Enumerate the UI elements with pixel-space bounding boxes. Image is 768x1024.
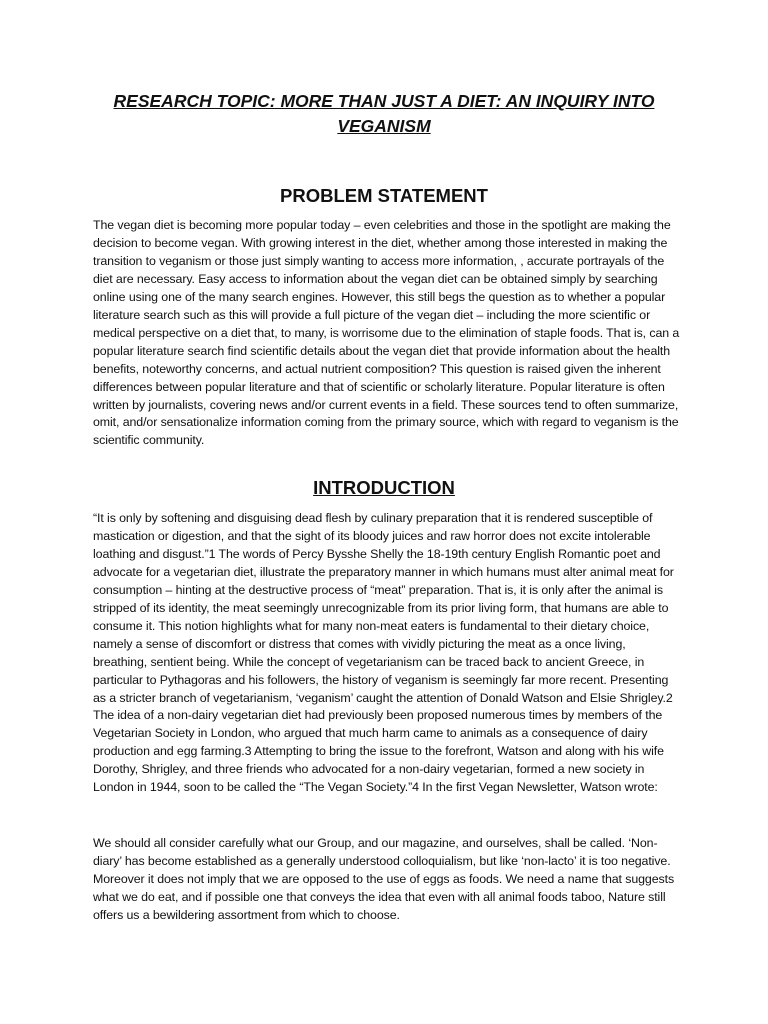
introduction-paragraph: “It is only by softening and disguising dead flesh by culinary preparation that it is rendered susceptible of mastication or digestion, and that the sight of its bloody juices and raw horror does not excite intolerable loathing and disgust.”1 The words of Percy Bysshe Shelly the 18-19th century English Romantic poet and advocate for a vegetarian diet, illustrate the preparatory manner in which humans must alter animal meat for consumption – hinting at the destructive process of “meat” preparation. That is, it is only after the animal is stripped of its identity, the meat seemingly unrecognizable from its prior living form, that humans are able to consume it. This notion highlights what for many non-meat eaters is fundamental to their dietary choice, namely a sense of discomfort or distress that comes with vividly picturing the meat as a once living, breathing, sentient being. While the concept of vegetarianism can be traced back to ancient Greece, in particular to Pythagoras and his followers, the history of veganism is seemingly far more recent. Presenting as a stricter branch of vegetarianism, ‘veganism’ caught the attention of Donald Watson and Elsie Shrigley.2 The idea of a non-dairy vegetarian diet had previously been proposed numerous times by members of the Vegetarian Society in London, who argued that much harm came to animals as a consequence of dairy production and egg farming.3 Attempting to bring the issue to the forefront, Watson and along with his wife Dorothy, Shrigley, and three friends who advocated for a non-dairy vegetarian, formed a new society in London in 1944, soon to be called the “The Vegan Society.”4 In the first Vegan Newsletter, Watson wrote: [93,511,674,795]
watson-quote-paragraph: We should all consider carefully what our Group, and our magazine, and ourselves, shall be called. ‘Non-diary’ has become established as a generally understood colloquialism, but like ‘non-lacto’ it is too negative. Moreover it does not imply that we are opposed to the use of eggs as foods. We need a name that suggests what we do eat, and if possible one that conveys the idea that even with all animal foods taboo, Nature still offers us a bewildering assortment from which to choose. [93,836,675,922]
document-title: RESEARCH TOPIC: MORE THAN JUST A DIET: AN INQUIRY INTO VEGANISM [113,91,655,136]
problem-statement-heading: PROBLEM STATEMENT [280,185,488,206]
problem-statement-paragraph: The vegan diet is becoming more popular today – even celebrities and those in the spotlight are making the decision to become vegan. With growing interest in the diet, whether among those interested in making the transition to veganism or those just simply wanting to access more information, , accurate portrayals of the diet are necessary. Easy access to information about the vegan diet can be obtained simply by searching online using one of the many search engines. However, this still begs the question as to whether a popular literature search such as this will provide a full picture of the vegan diet – including the more scientific or medical perspective on a diet that, to many, is worrisome due to the elimination of staple foods. That is, can a popular literature search find scientific details about the vegan diet that provide information about the health benefits, noteworthy concerns, and actual nutrient composition? This question is raised given the inherent differences between popular literature and that of scientific or scholarly literature. Popular literature is often written by journalists, covering news and/or current events in a field. These sources tend to often summarize, omit, and/or sensationalize information coming from the primary source, which with regard to veganism is the scientific community. [93,218,680,448]
introduction-heading: INTRODUCTION [313,477,455,498]
